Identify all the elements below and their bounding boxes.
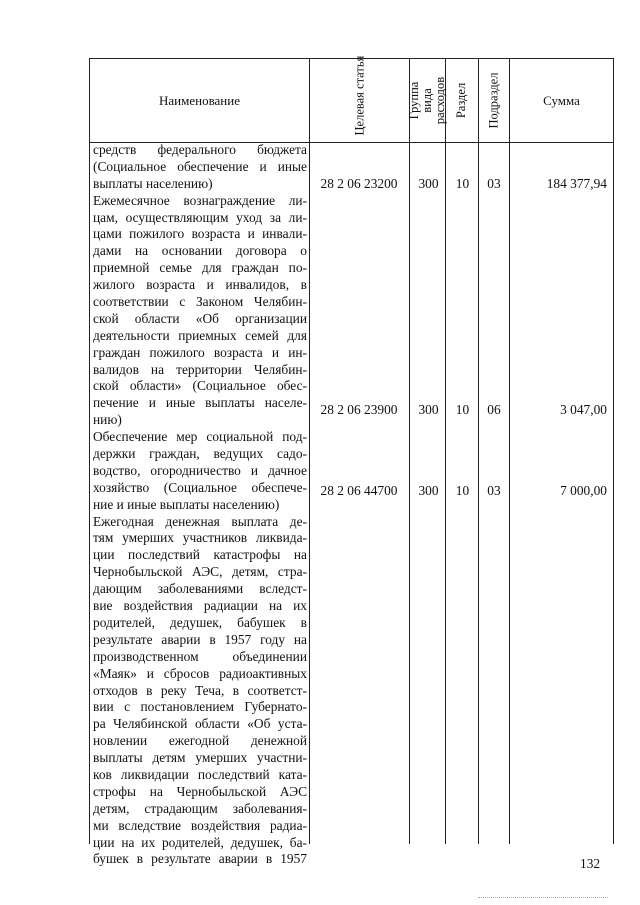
page-number: 132 bbox=[580, 856, 601, 871]
row-1-group: 300 bbox=[418, 176, 439, 191]
row-3-name bbox=[93, 429, 307, 513]
row-3-subsection: 03 bbox=[487, 483, 501, 498]
row-3-code: 28 2 06 44700 bbox=[320, 483, 398, 498]
text-line: ской области «Об организации bbox=[93, 310, 307, 326]
row-3-group: 300 bbox=[418, 483, 439, 498]
text-line: печение и иные выплаты населе- bbox=[93, 395, 307, 411]
name-column bbox=[93, 142, 307, 868]
text-line: вии с постановлением Губернато- bbox=[93, 699, 307, 715]
text-line: ции на их родителей, дедушек, ба- bbox=[93, 834, 307, 850]
text-line: держки граждан, ведущих садо- bbox=[93, 446, 307, 462]
row-2-subsection: 06 bbox=[487, 402, 501, 417]
col-border bbox=[309, 58, 310, 844]
row-2-section: 10 bbox=[455, 402, 470, 417]
text-line: «Маяк» и сбросов радиоактивных bbox=[93, 665, 307, 681]
header-name-label: Наименование bbox=[159, 92, 240, 108]
row-2-code: 28 2 06 23900 bbox=[320, 402, 398, 417]
text-line: ской области» (Социальное обес- bbox=[93, 378, 307, 394]
row-1-sum: 184 377,94 bbox=[546, 176, 607, 191]
row-2-group: 300 bbox=[418, 402, 439, 417]
text-line: средств федерального бюджета bbox=[93, 142, 307, 157]
header-sum-label: Сумма bbox=[543, 92, 580, 108]
text-line: граждан пожилого возраста и ин- bbox=[93, 344, 307, 360]
text-line: бушек в результате аварии в 1957 bbox=[93, 851, 307, 867]
header-group-label: Группа вида расходов bbox=[407, 76, 448, 125]
text-line: выплаты населению) bbox=[93, 175, 213, 191]
scan-artifact bbox=[478, 897, 608, 899]
text-line: цами пожилого возраста и инвали- bbox=[93, 226, 307, 242]
row-3-section: 10 bbox=[455, 483, 470, 498]
text-line: дами на основании договора о bbox=[93, 243, 307, 259]
header-group bbox=[407, 59, 448, 142]
text-line: ции последствий катастрофы на bbox=[93, 547, 307, 563]
text-line: результате аварии в 1957 году на bbox=[93, 631, 307, 647]
row-3-sum: 7 000,00 bbox=[560, 483, 607, 498]
header-target-article bbox=[310, 55, 409, 142]
text-line: ние и иные выплаты населению) bbox=[93, 496, 280, 512]
text-line: хозяйство (Социальное обеспече- bbox=[93, 479, 307, 495]
text-line: Обеспечение мер социальной под- bbox=[93, 429, 307, 445]
text-line: детям, страдающим заболевания- bbox=[93, 800, 307, 816]
row-1-name bbox=[93, 142, 307, 193]
text-line: ми вследствие воздействия радиа- bbox=[93, 817, 307, 833]
text-line: отходов в реку Теча, в соответст- bbox=[93, 682, 307, 698]
row-1-code: 28 2 06 23200 bbox=[320, 176, 398, 191]
row-4-name bbox=[93, 514, 307, 869]
header-section bbox=[446, 59, 478, 142]
col-border bbox=[613, 58, 614, 844]
col-border bbox=[409, 58, 410, 844]
text-line: соответствии с Законом Челябин- bbox=[93, 294, 307, 310]
row-2-sum: 3 047,00 bbox=[560, 402, 607, 417]
header-subsection bbox=[479, 59, 509, 142]
text-line: вие воздействия радиации на их bbox=[93, 598, 307, 614]
col-border bbox=[89, 58, 90, 844]
text-line: жилого возраста и инвалидов, в bbox=[93, 277, 307, 293]
header-target-article-label: Целевая статья bbox=[352, 55, 366, 136]
text-line: водство, огородничество и дачное bbox=[93, 462, 307, 478]
header-subsection-label: Подраздел bbox=[486, 72, 501, 129]
text-line: дающим заболеваниями вследст- bbox=[93, 581, 307, 597]
text-line: приемной семье для граждан по- bbox=[93, 260, 307, 276]
text-line: нию) bbox=[93, 412, 122, 428]
text-line: ков ликвидации последствий ката- bbox=[93, 766, 307, 782]
header-name bbox=[90, 59, 309, 142]
text-line: (Социальное обеспечение и иные bbox=[93, 158, 307, 174]
text-line: Чернобыльской АЭС, детям, стра- bbox=[93, 564, 307, 580]
text-line: строфы на Чернобыльской АЭС bbox=[93, 783, 307, 799]
text-line: валидов на территории Челябин- bbox=[93, 361, 307, 377]
text-line: выплаты детям умерших участни- bbox=[93, 750, 307, 766]
col-border bbox=[509, 58, 510, 844]
text-line: ра Челябинской области «Об уста- bbox=[93, 716, 307, 732]
text-line: Ежемесячное вознаграждение ли- bbox=[93, 192, 307, 208]
row-1-subsection: 03 bbox=[487, 176, 501, 191]
header-section-label: Раздел bbox=[454, 82, 469, 119]
text-line: Ежегодная денежная выплата де- bbox=[93, 513, 307, 529]
text-line: новлении ежегодной денежной bbox=[93, 733, 307, 749]
row-2-name bbox=[93, 193, 307, 429]
text-line: тям умерших участников ликвида- bbox=[93, 530, 307, 546]
text-line: цам, осуществляющим уход за ли- bbox=[93, 209, 307, 225]
text-line: родителей, дедушек, бабушек в bbox=[93, 614, 307, 630]
header-sum bbox=[510, 59, 613, 142]
row-1-section: 10 bbox=[455, 176, 470, 191]
text-line: деятельности приемных семей для bbox=[93, 327, 307, 343]
text-line: производственном объединении bbox=[93, 648, 307, 664]
